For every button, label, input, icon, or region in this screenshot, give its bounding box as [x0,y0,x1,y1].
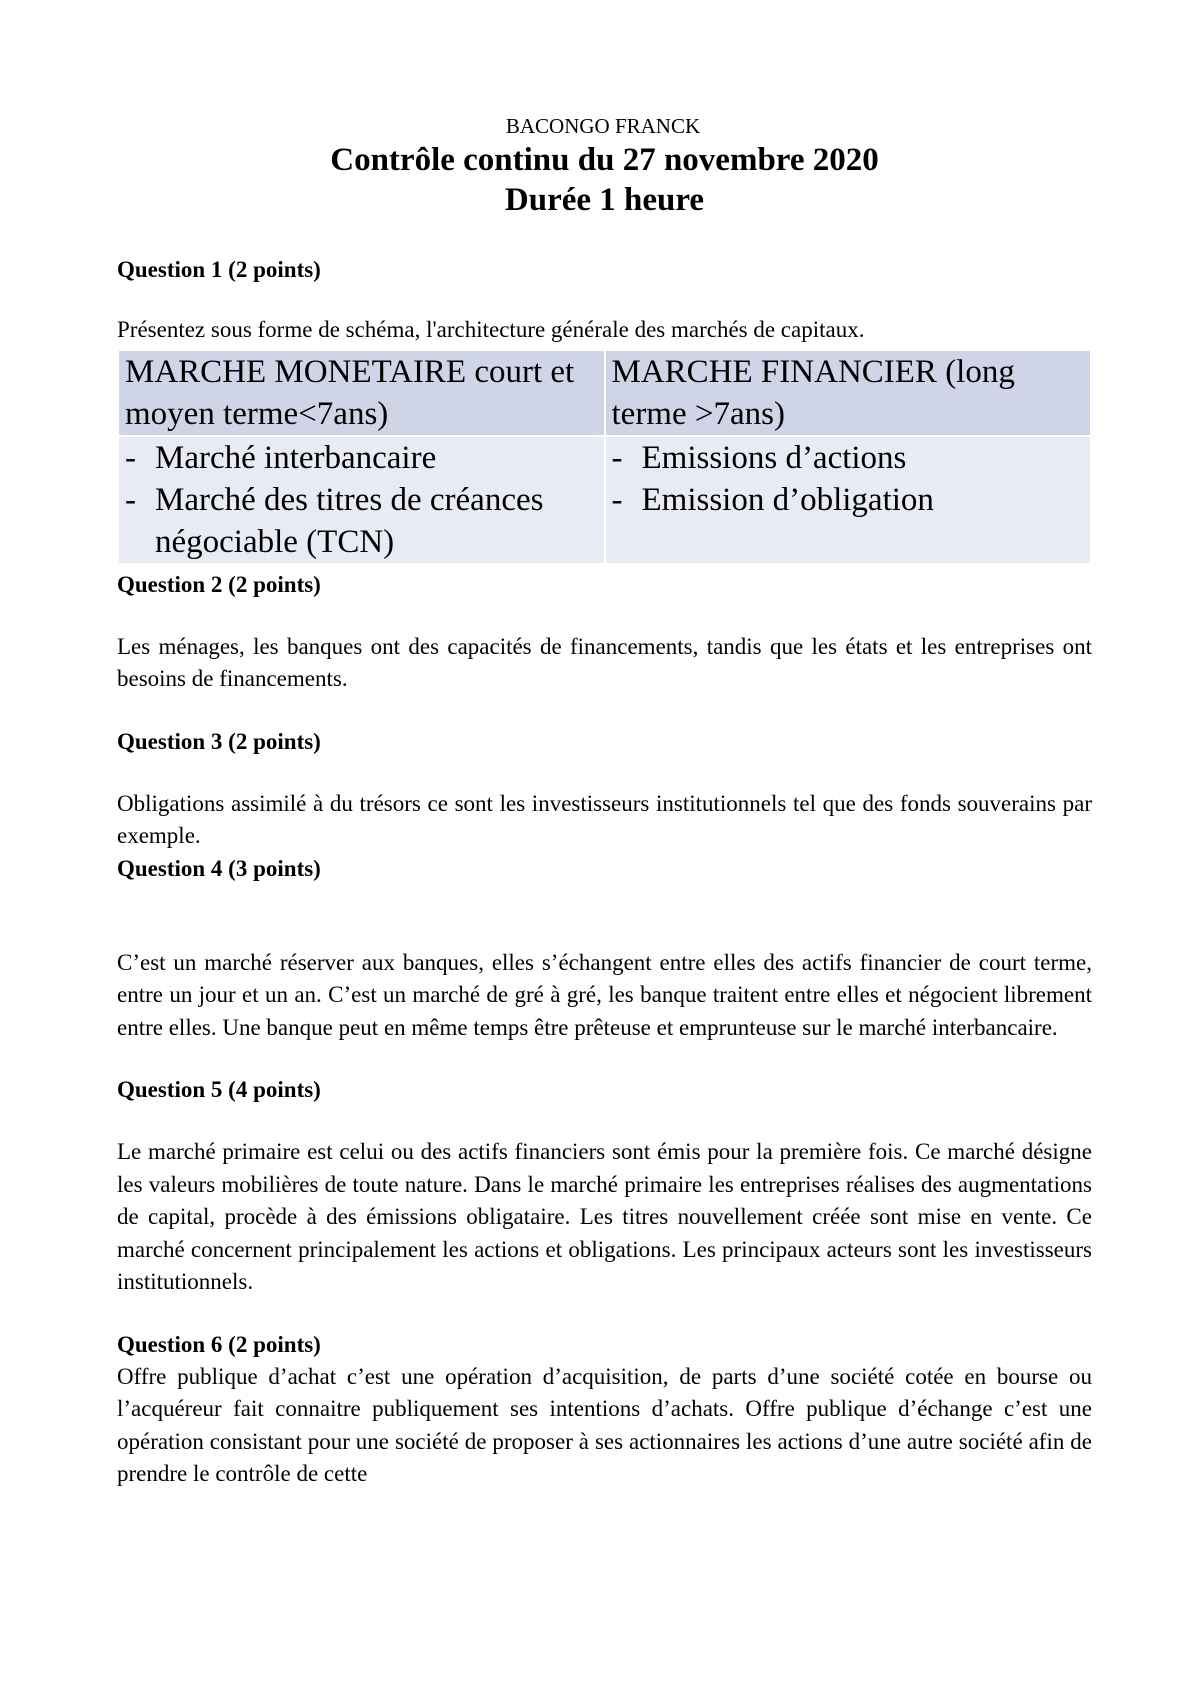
financial-market-list [612,437,1087,521]
question-2-text: Les ménages, les banques ont des capacités de financements, tandis que les états et les entreprises ont besoins de financements. [117,633,1092,691]
question-6-text: Offre publique d’achat c’est une opération d’acquisition, de parts d’une société cotée en bourse ou l’acquéreur fait connaitre publiquement ses intentions d’achats. Offre publique d’échange c’est une opération consistant pour une société de proposer à ses actionnaires les actions d’une autre société afin de prendre le contrôle de cette [117,1363,1092,1486]
table-header-row [118,350,1091,436]
money-market-list [125,437,600,563]
money-market-header: MARCHE MONETAIRE court et moyen terme<7ans) [118,350,605,436]
dash-bullet: - [125,439,136,476]
question-4-text: C’est un marché réserver aux banques, elles s’échangent entre elles des actifs financier de court terme, entre un jour et un an. C’est un marché de gré à gré, les banque traitent entre elles et négocient librement entre elles. Une banque peut en même temps être prêteuse et emprunteuse sur le marché interbancaire. [117,949,1092,1040]
author-name: BACONGO FRANCK [505,114,701,138]
financial-market-cell [605,436,1092,564]
question-5-heading: Question 5 (4 points) [117,1077,321,1102]
question-5-text: Le marché primaire est celui ou des actifs financiers sont émis pour la première fois. Ce marché désigne les valeurs mobilières de toute nature. Dans le marché primaire les entreprises réalises des augmentations de capital, procède à des émissions obligataire. Les titres nouvellement créée sont mise en vente. Ce marché concernent principalement les actions et obligations. Les principaux acteurs sont les investisseurs institutionnels. [117,1139,1092,1294]
list-item [125,479,600,563]
dash-bullet: - [611,439,623,476]
list-item-text: Emission d’obligation [641,481,934,518]
dash-bullet: - [611,481,623,518]
financial-market-header: MARCHE FINANCIER (long terme >7ans) [605,350,1092,436]
money-market-cell [118,436,605,564]
document-title: Contrôle continu du 27 novembre 2020 [330,142,879,178]
question-6-heading: Question 6 (2 points) [117,1331,321,1357]
dash-bullet: - [125,481,136,518]
question-1-text: Présentez sous forme de schéma, l'architecture générale des marchés de capitaux. [117,317,865,342]
question-4-heading: Question 4 (3 points) [117,855,321,881]
capital-markets-table [117,349,1092,565]
document-duration: Durée 1 heure [504,182,705,218]
list-item-text: Emissions d’actions [641,439,907,476]
list-item-text: Marché interbancaire [155,439,437,476]
question-3-text: Obligations assimilé à du trésors ce sont les investisseurs institutionnels tel que des fonds souverains par exemple. [117,790,1092,848]
list-item [612,479,1087,521]
list-item [612,437,1087,479]
question-2-heading: Question 2 (2 points) [117,571,321,597]
list-item-text: Marché des titres de créances négociable (TCN) [155,481,544,560]
question-1-heading: Question 1 (2 points) [117,257,321,282]
list-item [125,437,600,479]
table-body-row [118,436,1091,564]
question-3-heading: Question 3 (2 points) [117,728,321,754]
